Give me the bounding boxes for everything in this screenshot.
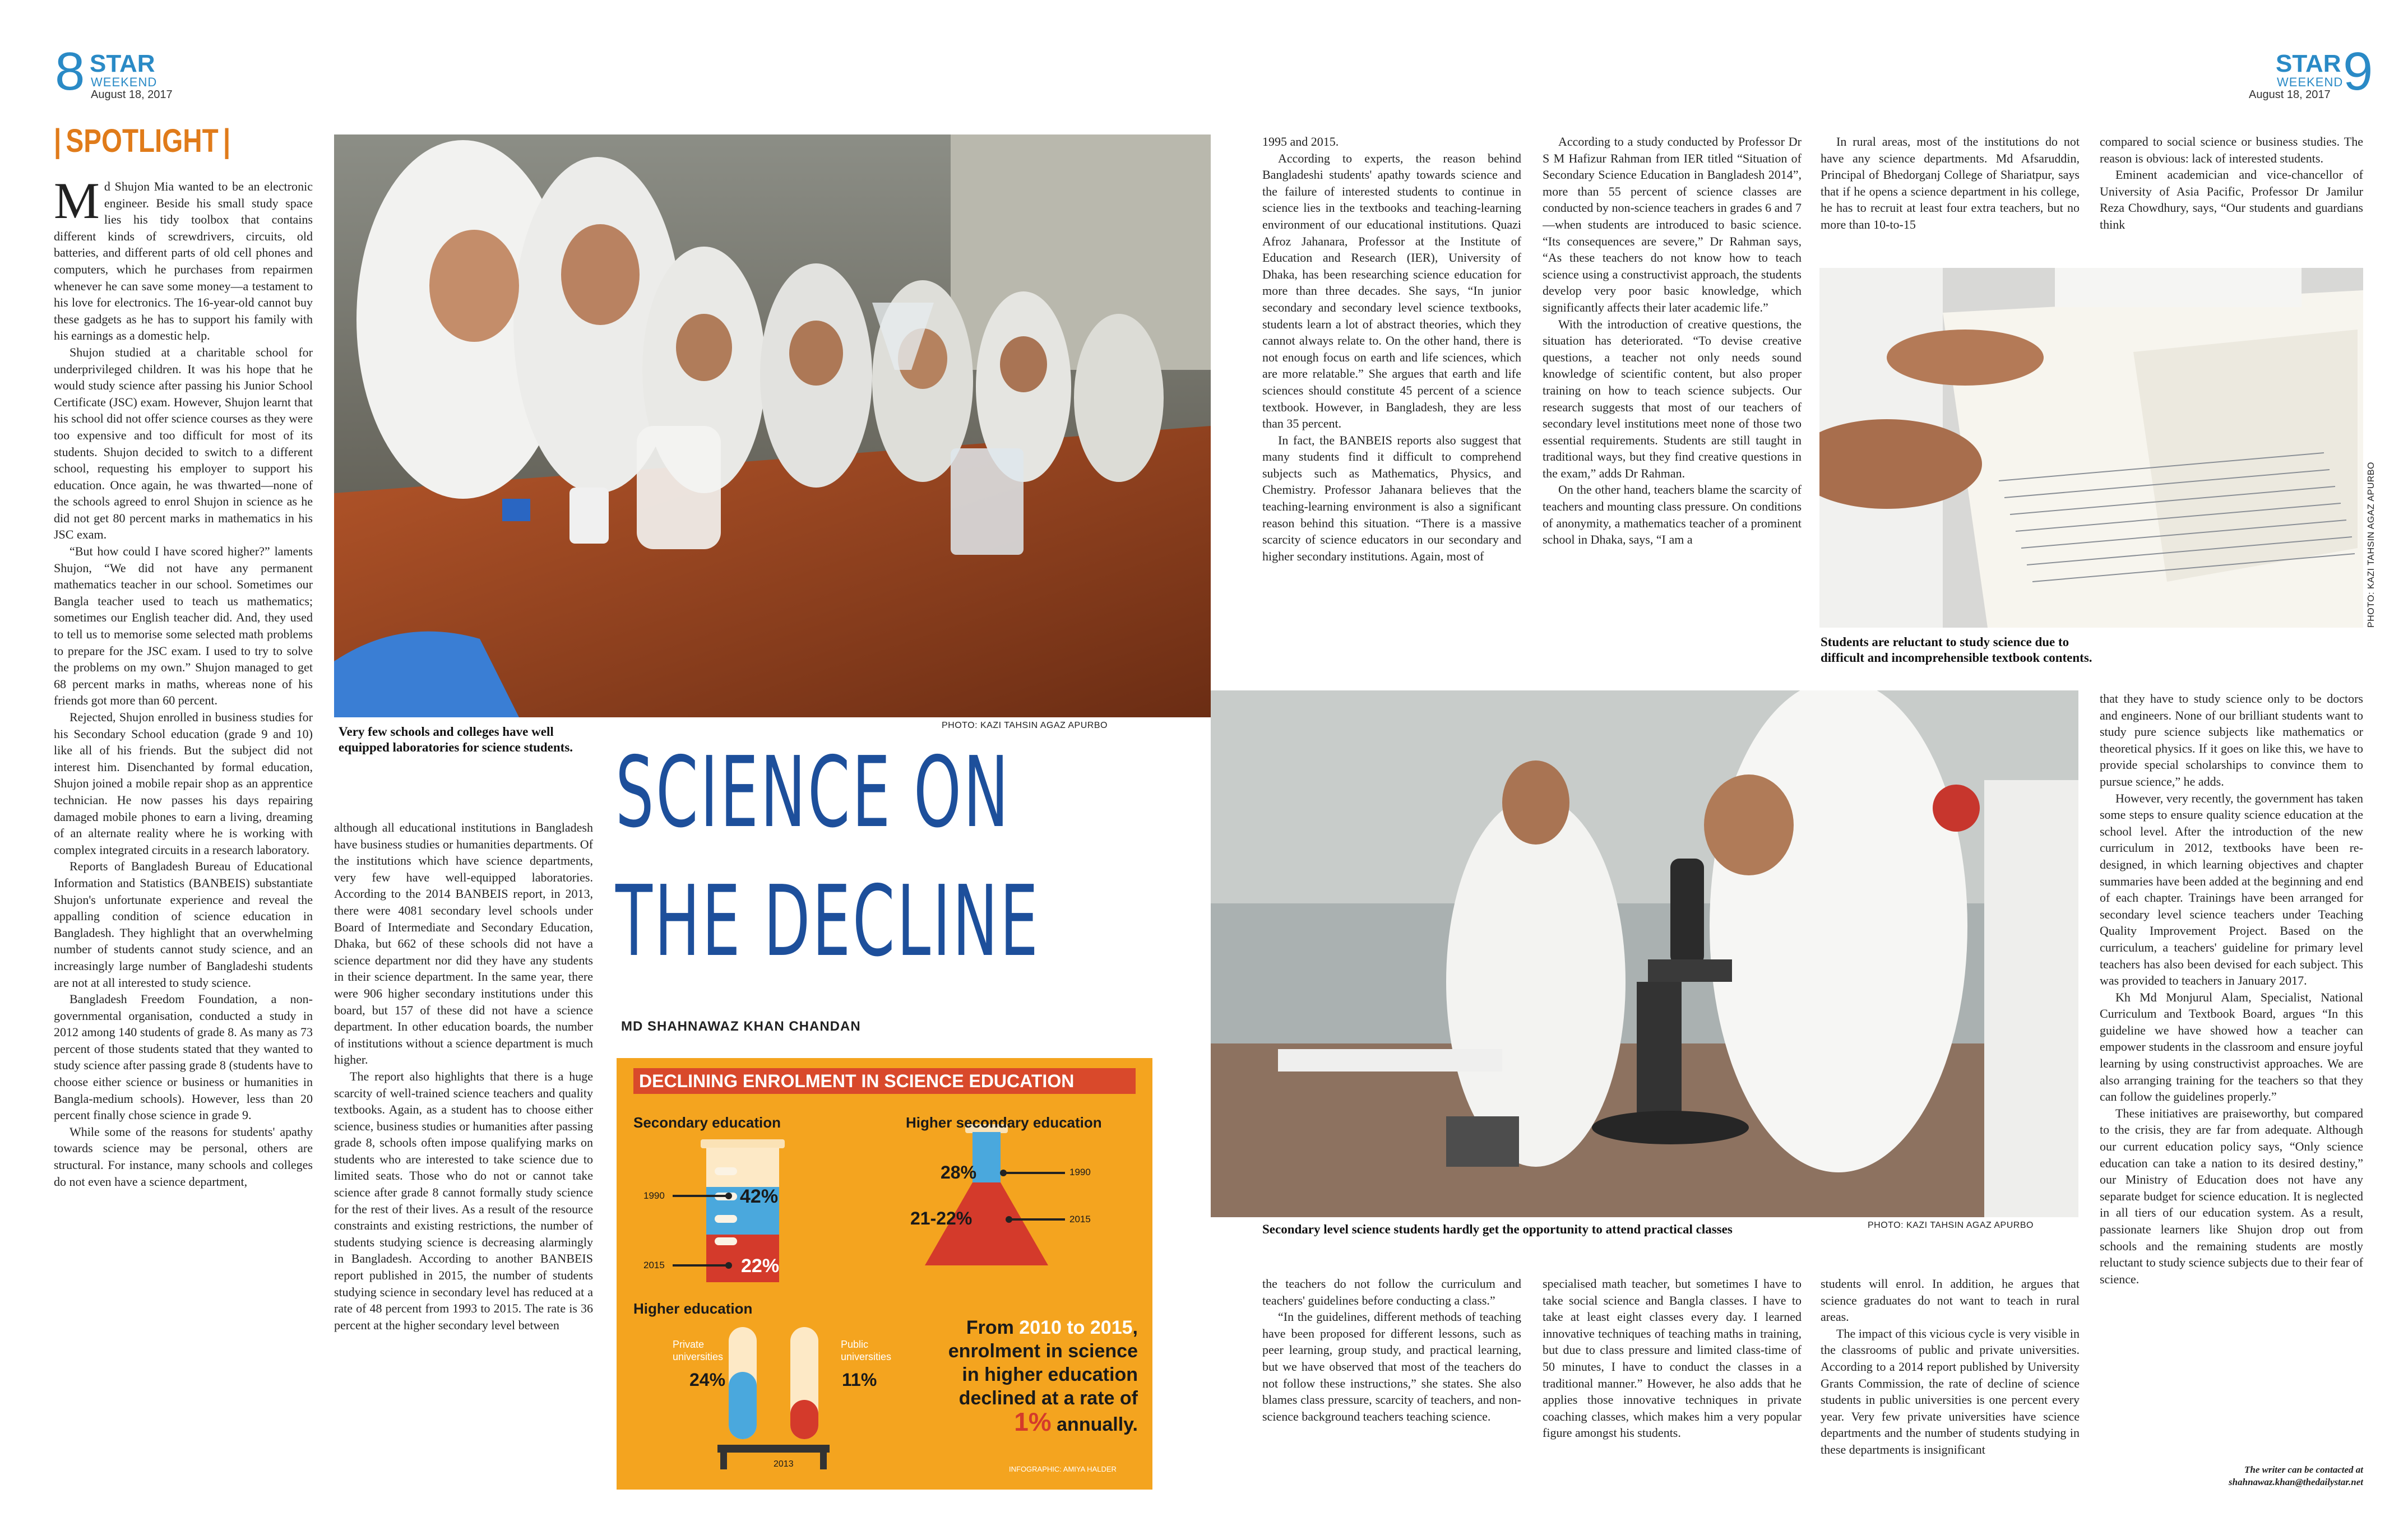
article-paragraph: While some of the reasons for students' apathy towards science may be personal, others are structural. For instance, many schools and colleges do not even have a science department, <box>54 1124 313 1189</box>
article-column-10 <box>2100 690 2363 1458</box>
photo-laboratory <box>334 134 1211 717</box>
contact-line-1: The writer can be contacted at <box>2244 1464 2363 1475</box>
drop-cap: M <box>54 178 100 229</box>
article-paragraph: Bangladesh Freedom Foundation, a non-governmental organisation, conducted a study in 2012 among 140 students of grade 8. As many as 73 percent of those students stated that they wanted to study science after passing grade 8 (students have to choose either science or business or humanities in Bangla-medium schools). However, less than 20 percent finally chose science in grade 9. <box>54 992 313 1122</box>
photo-laboratory-image <box>334 134 1211 717</box>
article-paragraph: Eminent academician and vice-chancellor of University of Asia Pacific, Professor Dr Jamilur Reza Chowdhury, says, “Our students and guardians think <box>2100 168 2363 231</box>
article-paragraph: Kh Md Monjurul Alam, Specialist, National Curriculum and Textbook Board, argues “In this guideline we have showed how a teacher can empower students in the classroom and ensure joyful learning by using constructivist approaches. We are also arranging training for the teachers so that they can follow the guidelines properly.” <box>2100 990 2363 1104</box>
secondary-label: Secondary education <box>633 1114 781 1131</box>
photo-textbook-credit: PHOTO: KAZI TAHSIN AGAZ APURBO <box>2367 462 2376 628</box>
secondary-year-2015: 2015 <box>643 1260 665 1270</box>
article-paragraph: In fact, the BANBEIS reports also suggest that many students find it difficult to comprehend subjects such as Mathematics, Physics, and Chemistry. Professor Jahanara believes that the teaching-learning environment is also a significant reason behind this situation. “There is a massive scarcity of science educators in our secondary and higher secondary institutions. Again, most of <box>1262 433 1521 563</box>
article-paragraph: that they have to study science only to be doctors and engineers. None of our brilliant students want to study pure science subjects like mathematics or theoretical physics. If it goes on like this, we have to provide special scholarships to convince them to pursue science,” he adds. <box>2100 692 2363 788</box>
article-column-3 <box>1262 133 1521 672</box>
article-paragraph: The impact of this vicious cycle is very visible in the classrooms of public and private universities. According to a 2014 report published by University Grants Commission, the rate of decline of science students in public universities is one percent every year. Very few private universities have science departments and the number of students studying in these departments is insignificant <box>1821 1326 2080 1456</box>
higher-secondary-value-2015: 21-22% <box>910 1208 973 1228</box>
higher-secondary-value-1990: 28% <box>941 1162 977 1182</box>
section-label <box>54 124 230 158</box>
article-column-9 <box>1821 1275 2080 1500</box>
private-universities-value: 24% <box>689 1370 726 1390</box>
photo-microscope <box>1211 690 2078 1217</box>
article-paragraph: “But how could I have scored higher?” laments Shujon, “We did not have any permanent mathematics teacher in our school. Sometimes our Bangla teacher used to teach us mathematics; sometimes our English teacher did. And, they used to tell us to memorise some selected math problems to prepare for the JSC exam. I used to try to solve the problems on my own.” Shujon managed to get 68 percent marks in maths, whereas none of his friends got more than 60 percent. <box>54 544 313 708</box>
article-paragraph: “In the guidelines, different methods of teaching have been proposed for different lessons, such as peer learning, group study, and practical learning, but we have observed that most of the teachers do not follow these instructions,” she states. She also blames class pressure, scarcity of teachers, and non-science background teachers teaching science. <box>1262 1310 1521 1423</box>
brand-sub-right: WEEKEND <box>2277 75 2344 89</box>
article-paragraph: According to experts, the reason behind Bangladeshi students' apathy towards science and the failure of interested students to continue in science lies in the textbooks and teaching-learning environment of our educational institutions. Quazi Afroz Jahanara, Professor at the Institute of Education and Research (IER), University of Dhaka, has been researching science education for more than three decades. She says, “In junior secondary and secondary level science textbooks, students learn a lot of abstract theories, which they cannot always relate to. On the other hand, there is not enough focus on earth and life sciences, which are more relatable.” She argues that earth and life sciences should constitute 45 percent of a science textbook. However, in Bangladesh, they are less than 35 percent. <box>1262 151 1521 431</box>
contact-line-2: shahnawaz.khan@thedailystar.net <box>2229 1477 2363 1487</box>
public-universities-value: 11% <box>842 1370 877 1390</box>
photo-microscope-image <box>1211 690 2078 1217</box>
date-right: August 18, 2017 <box>2249 89 2331 101</box>
article-column-2 <box>334 819 593 1490</box>
photo-laboratory-credit: PHOTO: KAZI TAHSIN AGAZ APURBO <box>942 721 1108 730</box>
photo-textbook-caption: Students are reluctant to study science due to difficult and incomprehensible textbook contents. <box>1821 635 2092 665</box>
page-number-right: 9 <box>2343 41 2373 101</box>
higher-education-label: Higher education <box>633 1300 753 1317</box>
headline-line-1: SCIENCE ON <box>615 736 1011 850</box>
page-number-left: 8 <box>55 41 85 101</box>
photo-microscope-credit: PHOTO: KAZI TAHSIN AGAZ APURBO <box>1868 1221 2034 1230</box>
photo-textbook <box>1819 268 2363 628</box>
article-paragraph: In rural areas, most of the institutions do not have any science departments. Md Afsaruddin, Principal of Bhedorganj College of Shariatpur, says that if he opens a science department in his college, he has to recruit at least four extra teachers, but no more than 10-to-15 <box>1821 134 2080 231</box>
paragraph-text: d Shujon Mia wanted to be an electronic engineer. Beside his small study space lies his tidy toolbox that contains different kinds of screwdrivers, circuits, old batteries, and different parts of old cell phones and computers, which he purchases from repairmen whenever he can save some money—a testament to his love for electronics. The 16-year-old cannot buy these gadgets as he has to support his family with his earnings as a domestic help. <box>54 179 313 343</box>
infographic-note <box>930 1316 1138 1436</box>
article-paragraph: students will enrol. In addition, he argues that science graduates do not want to teach in rural areas. <box>1821 1277 2080 1324</box>
photo-textbook-image <box>1819 268 2363 628</box>
infographic-credit: INFOGRAPHIC: AMIYA HALDER <box>1009 1465 1117 1473</box>
article-column-5 <box>1821 133 2080 251</box>
article-paragraph: With the introduction of creative questions, the situation has deteriorated. “To devise creative questions, a teacher not only needs sound knowledge of scientific content, but also proper training on how to teach science subjects. Our research suggests that most of our teachers of secondary level institutions meet none of those two essential requirements. Students are still taught in traditional ways, but they find creative questions in the exam,” adds Dr Rahman. <box>1543 317 1802 480</box>
infographic-title: DECLINING ENROLMENT IN SCIENCE EDUCATION <box>633 1068 1136 1094</box>
article-paragraph: Rejected, Shujon enrolled in business studies for his Secondary School education (grade 9 and 10) like all of his friends. But the subject did not interest him. Disenchanted by formal education, Shujon joined a mobile repair shop as an apprentice technician. He now passes his days repairing damaged mobile phones to earn a living, dreaming of an alternate reality where he is working with complex integrated circuits in a research laboratory. <box>54 710 313 857</box>
higher-secondary-label: Higher secondary education <box>906 1114 1102 1131</box>
section-bar-right: | <box>223 123 231 159</box>
headline-line-2: THE DECLINE <box>615 865 1040 978</box>
higher-education-year: 2013 <box>774 1459 794 1469</box>
article-paragraph: Shujon studied at a charitable school for underprivileged children. It was his hope that he would study science after passing his Junior School Certificate (JSC) exam. However, Shujon learnt that his school did not offer science courses as they were too expensive and too difficult for most of its students. Shujon decided to switch to a different school, requesting his employer to support his education. Once again, he was thwarted—none of the schools agreed to enrol Shujon in science as he did not get 80 percent marks in mathematics in his JSC exam. <box>54 345 313 542</box>
article-column-6 <box>2100 133 2363 251</box>
article-paragraph: According to a study conducted by Professor Dr S M Hafizur Rahman from IER titled “Situation of Secondary Science Education in Bangladesh 2014”, more than 55 percent of science classes are conducted by non-science teachers in grades 6 and 7—when students are introduced to basic science. “Its consequences are severe,” Dr Rahman says, “As these teachers do not know how to teach science using a constructivist approach, the students develop very poor basic knowledge, which significantly affects their later academic life.” <box>1543 134 1802 314</box>
article-column-4 <box>1543 133 1802 672</box>
article-paragraph: These initiatives are praiseworthy, but compared to the crisis, they are far from adequate. Although our current education policy says, “Only science education can take a nation to its desired destiny,” our Ministry of Education does not have any separate budget for science education. It is neglected in all tiers of our education system. As a result, passionate learners like Shujon drop out from schools and the remaining students are mostly reluctant to study science subjects due to their fear of science. <box>2100 1106 2363 1286</box>
section-label-text: SPOTLIGHT <box>66 123 219 159</box>
note-from: 2010 to 2015 <box>1019 1317 1133 1338</box>
brand-sub-left: WEEKEND <box>91 75 158 89</box>
article-paragraph: although all educational institutions in Bangladesh have business studies or humanities departments. Of the institutions which have science departments, very few have well-equipped laboratories. According to the 2014 BANBEIS report, in 2013, there were 4081 secondary level schools under Board of Intermediate and Secondary Education, Dhaka, but 662 of these schools did not have a science department nor did they have any students in their science department. In the same year, there were 906 higher secondary institutions under this board, but 157 of these did not have a science department. In other education boards, the number of institutions without a science department is much higher. <box>334 820 593 1067</box>
secondary-value-2015: 22% <box>741 1255 780 1277</box>
secondary-value-1990: 42% <box>740 1186 779 1207</box>
note-rate: 1% <box>1014 1407 1052 1436</box>
contact-note <box>2100 1464 2363 1488</box>
note-post: annually. <box>1051 1414 1138 1435</box>
note-pre: From <box>966 1317 1020 1338</box>
article-paragraph <box>54 178 313 344</box>
photo-laboratory-caption: Very few schools and colleges have well equipped laboratories for science students. <box>339 725 573 754</box>
article-paragraph: 1995 and 2015. <box>1262 134 1339 149</box>
article-paragraph: The report also highlights that there is a huge scarcity of well-trained science teachers and quality textbooks. Again, as a student has to choose either science, business studies or humanities after passing grade 8, schools often impose qualifying marks on students who are interested to take science due to limited seats. Those who do not or cannot take science after grade 8 cannot formally study science for the rest of their lives. As a result of the resource constraints and existing restrictions, the number of students studying science is decreasing alarmingly in Bangladesh. According to another BANBEIS report published in 2015, the number of students studying science in secondary level has reduced at a rate of 48 percent from 1993 to 2015. The rate is 36 percent at the higher secondary level between <box>334 1069 593 1332</box>
public-universities-label: Public universities <box>841 1339 892 1362</box>
higher-secondary-year-2015: 2015 <box>1069 1214 1091 1224</box>
note-mid: , enrolment in science in higher education declined at a rate of <box>948 1317 1138 1409</box>
secondary-year-1990: 1990 <box>643 1190 665 1201</box>
article-column-7 <box>1262 1275 1521 1500</box>
article-paragraph: On the other hand, teachers blame the scarcity of teachers and mounting class pressure. On conditions of anonymity, a mathematics teacher of a prominent school in Dhaka, says, “I am a <box>1543 483 1802 547</box>
brand-logo-right: STAR <box>2276 50 2341 77</box>
section-bar-left: | <box>54 123 62 159</box>
private-universities-label: Private universities <box>673 1339 724 1362</box>
date-left: August 18, 2017 <box>91 89 173 101</box>
article-paragraph: specialised math teacher, but sometimes I have to take social science and Bangla classes. I have to take at least eight classes every day. I learned innovative techniques of teaching maths in training, but due to class pressure and limited class-time of 50 minutes, I have to conduct the classes in a traditional manner.” However, he also adds that he applies those innovative techniques in private coaching classes, which makes him a very popular figure amongst his students. <box>1543 1277 1802 1440</box>
article-paragraph: compared to social science or business studies. The reason is obvious: lack of interested students. <box>2100 134 2363 165</box>
photo-microscope-caption: Secondary level science students hardly get the opportunity to attend practical classes <box>1262 1222 1733 1236</box>
infographic <box>617 1058 1152 1490</box>
higher-secondary-year-1990: 1990 <box>1069 1167 1091 1177</box>
article-paragraph: the teachers do not follow the curriculum and teachers' guidelines before conducting a class.” <box>1262 1277 1521 1307</box>
article-column-1 <box>54 178 313 1490</box>
article-paragraph: However, very recently, the government has taken some steps to ensure quality science education at the school level. After the introduction of the new curriculum in 2012, textbooks have been re-designed, in which learning objectives and chapter summaries have been added at the beginning and end of each chapter. Trainings have been arranged for secondary level science teachers under Teaching Quality Improvement Project. Based on the curriculum, a teachers' guideline for primary level teachers has also been devised for each subject. This was provided to teachers in January 2017. <box>2100 791 2363 988</box>
article-paragraph: Reports of Bangladesh Bureau of Educational Information and Statistics (BANBEIS) substantiate Shujon's unfortunate experience and reveal the appalling condition of science education in Bangladesh. They highlight that an overwhelming number of students cannot study science, and an increasingly large number of Bangladeshi students are not at all interested to study science. <box>54 859 313 990</box>
byline: MD SHAHNAWAZ KHAN CHANDAN <box>621 1019 861 1034</box>
article-column-8 <box>1543 1275 1802 1500</box>
brand-logo-left: STAR <box>90 50 155 77</box>
